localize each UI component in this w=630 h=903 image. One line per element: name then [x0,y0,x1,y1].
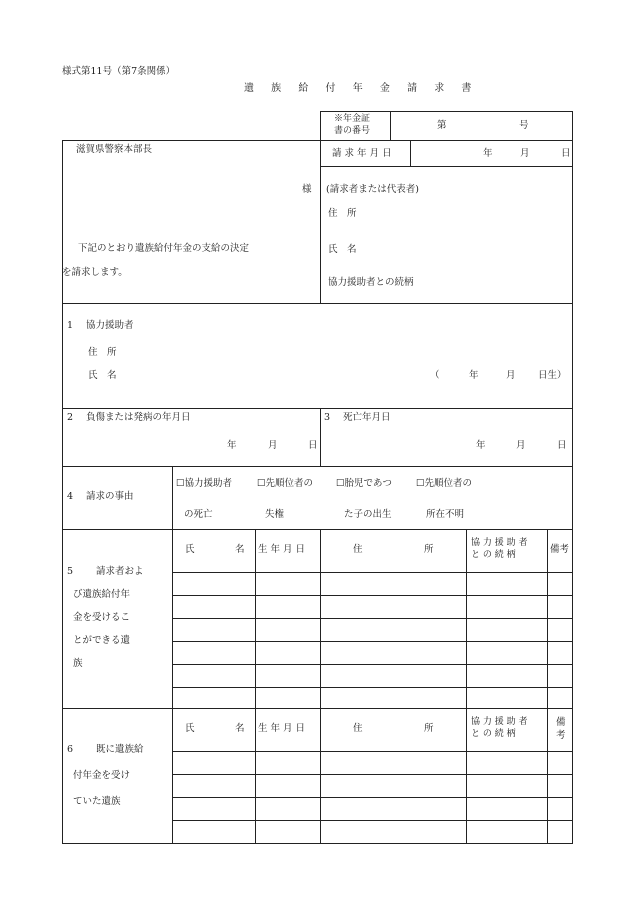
cert-dai: 第 [437,120,447,131]
section2-year[interactable]: 年 [227,440,237,451]
section1-birth-open: （ [430,370,440,381]
section1-title: 協力援助者 [86,320,134,331]
frame-left [62,140,63,843]
section5-col-address: 住 [353,544,363,555]
section5-col-remarks: 備考 [550,544,570,555]
page-title: 遺 族 給 付 年 金 請 求 書 [244,83,479,94]
claimant-relation-label: 協力援助者との続柄 [328,277,414,288]
section5-col-name: 氏 [185,544,195,555]
section5-title: び遺族給付年 [73,589,131,600]
section1-birth-day[interactable]: 日生） [538,370,567,381]
section6-col-name: 名 [235,723,245,734]
option-cooperator-death[interactable]: ☐協力援助者 [176,478,233,489]
section6-col-relation: 協 力 援 助 者 [471,717,528,727]
form-number: 様式第11号（第7条関係） [62,66,176,77]
section5-title: 族 [73,658,83,669]
option-prior-forfeit-2: 失権 [265,509,285,520]
section5-col-address: 所 [424,544,434,555]
section6-col-remarks: 備 [556,717,566,728]
section1-birth-year[interactable]: 年 [469,370,479,381]
section5-col-relation: 協 力 援 助 者 [471,538,528,548]
section5-col-birth: 生 年 月 日 [258,544,306,555]
option-prior-missing-2: 所在不明 [426,509,465,520]
request-text-2: を請求します。 [62,267,128,278]
option-prior-forfeit[interactable]: ☐先順位者の [257,478,314,489]
section5-col-name: 名 [235,544,245,555]
section5-number: 5 [67,566,74,577]
section3-year[interactable]: 年 [476,440,486,451]
claimant-address-label: 住 所 [328,208,357,219]
section4-number: 4 [67,491,74,502]
frame-right [572,140,573,843]
section4-title: 請求の事由 [86,491,134,502]
request-date-month[interactable]: 月 [520,148,530,159]
request-date-year[interactable]: 年 [483,148,493,159]
section1-number: 1 [67,320,74,331]
option-prior-missing[interactable]: ☐先順位者の [416,478,473,489]
section6-title: ていた遺族 [73,796,121,807]
addressee: 滋賀県警察本部長 [76,144,153,155]
section6-col-address: 住 [353,723,363,734]
request-text-1: 下記のとおり遺族給付年金の支給の決定 [78,243,250,254]
section1-address-label: 住 所 [88,347,117,358]
option-fetus-birth-2: た子の出生 [344,509,392,520]
section3-day[interactable]: 日 [557,440,567,451]
section6-col-remarks: 考 [556,730,566,741]
section6-col-birth: 生 年 月 日 [258,723,306,734]
claimant-name-label: 氏 名 [328,244,357,255]
section6-col-address: 所 [424,723,434,734]
section2-title: 負傷または発病の年月日 [86,412,191,423]
section6-title: 付年金を受け [73,770,131,781]
section2-month[interactable]: 月 [268,440,278,451]
cert-go: 号 [519,120,529,131]
section3-number: 3 [324,412,331,423]
section6-col-name: 氏 [185,723,195,734]
pension-cert-label: ※年金証 [334,114,371,124]
section5-title: とができる遺 [73,635,131,646]
section5-title: 請求者およ [96,566,144,577]
section1-name-label: 氏 名 [88,370,117,381]
section3-title: 死亡年月日 [343,412,391,423]
request-date-label: 請 求 年 月 日 [332,148,392,159]
request-date-day[interactable]: 日 [561,148,571,159]
section2-day[interactable]: 日 [308,440,318,451]
section1-birth-month[interactable]: 月 [506,370,516,381]
section2-number: 2 [67,412,74,423]
section3-month[interactable]: 月 [516,440,526,451]
claimant-heading: (請求者または代表者) [326,184,419,195]
section6-col-relation: と の 続 柄 [471,729,516,739]
option-cooperator-death-2: の死亡 [184,509,213,520]
section6-number: 6 [67,744,74,755]
option-fetus-birth[interactable]: ☐胎児であつ [336,478,393,489]
section5-col-relation: と の 続 柄 [471,550,516,560]
pension-cert-label-2: 書の番号 [334,126,371,136]
section6-title: 既に遺族給 [96,744,144,755]
sama-honorific: 様 [302,184,312,195]
section5-title: 金を受けるこ [73,612,131,623]
